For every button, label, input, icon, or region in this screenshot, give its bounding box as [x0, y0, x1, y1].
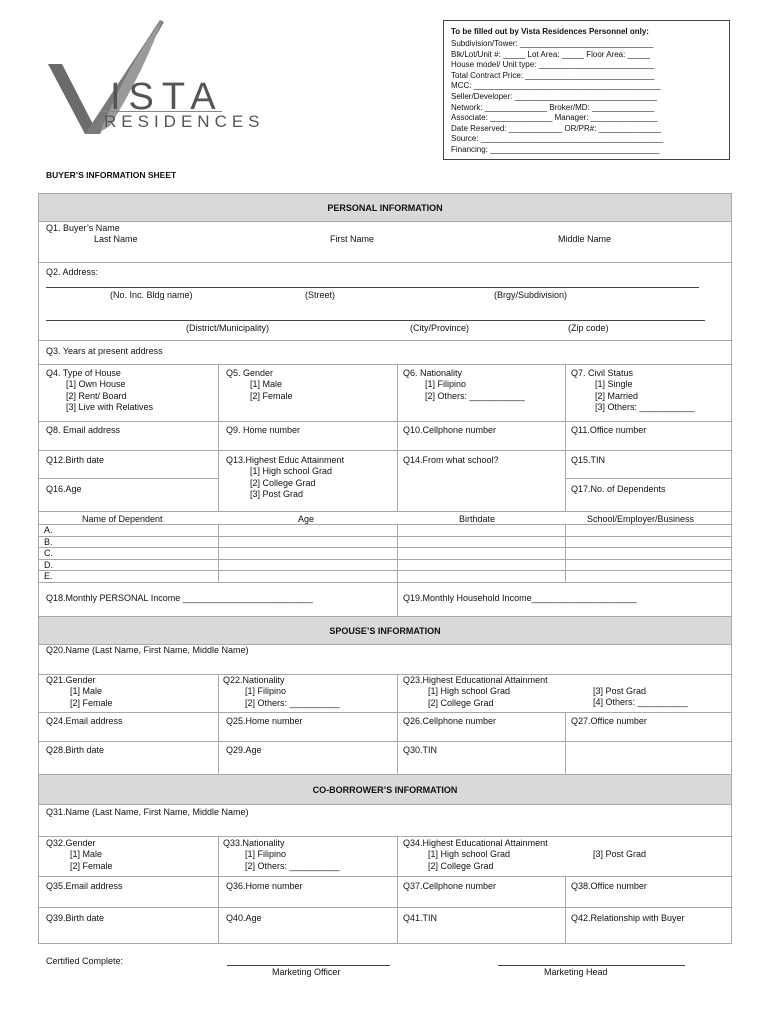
q23-opt4: [4] Others: __________	[593, 697, 688, 708]
last-name-label: Last Name	[94, 234, 138, 244]
q25-label[interactable]: Q25.Home number	[226, 716, 303, 726]
middle-name-label: Middle Name	[558, 234, 612, 244]
dep-header-age: Age	[298, 514, 315, 524]
q17-label[interactable]: Q17.No. of Dependents	[571, 484, 666, 494]
personnel-field-line[interactable]: Date Reserved: ____________ OR/PR#: ______________	[451, 123, 661, 133]
q36-label[interactable]: Q36.Home number	[226, 881, 303, 891]
q23-block[interactable]	[403, 675, 548, 709]
certified-complete-label: Certified Complete:	[46, 956, 124, 966]
personnel-field-line[interactable]: Subdivision/Tower: ______________________________	[451, 39, 654, 48]
q35-label[interactable]: Q35.Email address	[46, 881, 123, 891]
logo-word-residences: RESIDENCES	[104, 112, 265, 131]
q27-label[interactable]: Q27.Office number	[571, 716, 647, 726]
q32-label: Q32.Gender	[46, 838, 96, 848]
dependent-row[interactable]: C.	[44, 548, 53, 559]
q7-opt3: [3] Others: ___________	[595, 401, 695, 412]
q11-label[interactable]: Q11.Office number	[571, 425, 647, 435]
addr-street-label: (Street)	[305, 290, 336, 300]
q32-opt2: [2] Female	[70, 860, 113, 871]
q33-label: Q33.Nationality	[223, 838, 285, 848]
q28-label[interactable]: Q28.Birth date	[46, 745, 105, 755]
q4-opt2: [2] Rent/ Board	[66, 390, 127, 401]
sheet-title: BUYER’S INFORMATION SHEET	[46, 170, 177, 180]
q33-opt1: [1] Filipino	[245, 849, 287, 860]
q5-opt2: [2] Female	[250, 390, 293, 401]
q23-opt3: [3] Post Grad	[593, 686, 647, 696]
form-table	[38, 193, 732, 944]
dependent-row-divider	[38, 559, 732, 560]
q23-label: Q23.Highest Educational Attainment	[403, 675, 548, 685]
q4-label: Q4. Type of House	[46, 368, 121, 378]
dependent-row-divider	[38, 524, 732, 525]
q34-opt2: [2] College Grad	[428, 860, 494, 871]
q8-label[interactable]: Q8. Email address	[46, 425, 121, 435]
q20-label[interactable]: Q20.Name (Last Name, First Name, Middle Name)	[46, 645, 249, 655]
q29-label[interactable]: Q29.Age	[226, 745, 262, 755]
q5-block[interactable]	[226, 368, 293, 402]
q33-block[interactable]	[223, 838, 340, 872]
dep-header-birthdate: Birthdate	[459, 514, 496, 524]
logo-word-ista: ISTA	[110, 76, 224, 118]
q4-opt3: [3] Live with Relatives	[66, 401, 154, 412]
q1-label: Q1. Buyer’s Name	[46, 223, 120, 233]
q7-opt1: [1] Single	[595, 379, 633, 390]
q6-label: Q6. Nationality	[403, 368, 463, 378]
q4-opt1: [1] Own House	[66, 379, 126, 390]
personnel-field-line[interactable]: House model/ Unit type: __________________________	[451, 60, 655, 70]
q22-opt2: [2] Others: __________	[245, 697, 340, 708]
q6-block[interactable]	[403, 368, 525, 402]
q26-label[interactable]: Q26.Cellphone number	[403, 716, 497, 726]
marketing-officer-label: Marketing Officer	[272, 967, 341, 977]
q6-opt1: [1] Filipino	[425, 379, 467, 390]
addr-district-label: (District/Municipality)	[186, 323, 270, 333]
dependent-row[interactable]: A.	[44, 525, 53, 535]
q34-opt3: [3] Post Grad	[593, 849, 647, 859]
q34-opt1: [1] High school Grad	[428, 849, 511, 860]
q13-opt1: [1] High school Grad	[250, 466, 333, 477]
dependent-row-divider	[38, 536, 732, 537]
q5-label: Q5. Gender	[226, 368, 274, 378]
q14-label[interactable]: Q14.From what school?	[403, 455, 499, 465]
q42-label[interactable]: Q42.Relationship with Buyer	[571, 913, 685, 923]
q23-opt2: [2] College Grad	[428, 697, 494, 708]
q38-label[interactable]: Q38.Office number	[571, 881, 647, 891]
q7-opt2: [2] Married	[595, 390, 639, 401]
q39-label[interactable]: Q39.Birth date	[46, 913, 105, 923]
q22-block[interactable]	[223, 675, 340, 709]
address-line-2[interactable]	[46, 320, 705, 321]
q30-label[interactable]: Q30.TIN	[403, 745, 438, 755]
marketing-head-signature-line[interactable]	[498, 965, 685, 966]
dependent-row[interactable]: B.	[44, 536, 53, 547]
q22-opt1: [1] Filipino	[245, 686, 287, 697]
addr-bldg-label: (No. Inc. Bldg name)	[110, 290, 193, 300]
dep-header-name: Name of Dependent	[82, 514, 163, 524]
personnel-field-line[interactable]: Seller/Developer: ________________________________	[451, 92, 657, 101]
dependent-row-divider	[38, 570, 732, 571]
q13-opt3: [3] Post Grad	[250, 488, 304, 499]
q33-opt2: [2] Others: __________	[245, 860, 340, 871]
marketing-officer-signature-line[interactable]	[227, 965, 390, 966]
q21-label: Q21.Gender	[46, 675, 96, 685]
q12-label[interactable]: Q12.Birth date	[46, 455, 105, 465]
q7-block[interactable]	[571, 368, 695, 413]
addr-zip-label: (Zip code)	[568, 323, 609, 333]
personnel-field-line[interactable]: Total Contract Price: _____________________________	[451, 70, 655, 80]
personnel-field-line[interactable]: Financing: ______________________________________	[451, 145, 660, 154]
q22-label: Q22.Nationality	[223, 675, 285, 685]
personnel-field-line[interactable]: MCC: __________________________________________	[451, 81, 661, 91]
q41-label[interactable]: Q41.TIN	[403, 913, 438, 923]
q13-block[interactable]	[226, 455, 344, 500]
q13-opt2: [2] College Grad	[250, 477, 316, 488]
q21-opt1: [1] Male	[70, 686, 103, 697]
q16-label[interactable]: Q16.Age	[46, 484, 82, 494]
dependent-row[interactable]: E.	[44, 571, 53, 582]
q19-label[interactable]: Q19.Monthly Household Income_____________________	[403, 593, 637, 603]
q24-label[interactable]: Q24.Email address	[46, 716, 123, 726]
q34-block[interactable]	[403, 838, 548, 872]
personnel-field-line[interactable]: Network: ______________ Broker/MD: ______________	[451, 102, 655, 112]
spouse-info-header: SPOUSE’S INFORMATION	[38, 616, 732, 645]
q32-block[interactable]	[46, 838, 113, 872]
addr-city-label: (City/Province)	[410, 323, 470, 333]
q21-block[interactable]	[46, 675, 113, 709]
dependent-row-divider	[38, 547, 732, 548]
q7-label: Q7. Civil Status	[571, 368, 634, 378]
q9-label[interactable]: Q9. Home number	[226, 425, 301, 435]
q23-opt1: [1] High school Grad	[428, 686, 511, 697]
dependent-row[interactable]: D.	[44, 559, 53, 570]
q32-opt1: [1] Male	[70, 849, 103, 860]
q34-label: Q34.Highest Educational Attainment	[403, 838, 548, 848]
q5-opt1: [1] Male	[250, 379, 283, 390]
personnel-field-line[interactable]: Source: _________________________________________	[451, 134, 664, 144]
address-line-1[interactable]	[46, 287, 699, 288]
first-name-label: First Name	[330, 234, 375, 244]
addr-brgy-label: (Brgy/Subdivision)	[494, 290, 568, 300]
personnel-only-box	[443, 20, 730, 160]
dep-header-school: School/Employer/Business	[587, 514, 695, 524]
q13-label: Q13.Highest Educ Attainment	[226, 455, 345, 465]
q3-label: Q3. Years at present address	[46, 346, 163, 356]
marketing-head-label: Marketing Head	[544, 967, 608, 977]
personnel-field-line[interactable]: Associate: ______________ Manager: _______________	[451, 113, 658, 123]
q15-label[interactable]: Q15.TIN	[571, 455, 606, 465]
q37-label[interactable]: Q37.Cellphone number	[403, 881, 497, 891]
q21-opt2: [2] Female	[70, 697, 113, 708]
q40-label[interactable]: Q40.Age	[226, 913, 262, 923]
q18-label[interactable]: Q18.Monthly PERSONAL Income __________________________	[46, 593, 313, 603]
q4-block[interactable]	[46, 368, 153, 413]
q10-label[interactable]: Q10.Cellphone number	[403, 425, 497, 435]
q31-label[interactable]: Q31.Name (Last Name, First Name, Middle Name)	[46, 807, 249, 817]
q23-block-right	[593, 686, 688, 709]
q6-opt2: [2] Others: ___________	[425, 390, 525, 401]
q2-label: Q2. Address:	[46, 267, 99, 277]
personal-info-header: PERSONAL INFORMATION	[38, 193, 732, 222]
coborrower-info-header: CO-BORROWER’S INFORMATION	[38, 774, 732, 805]
personnel-field-line[interactable]: Blk/Lot/Unit #: _____ Lot Area: _____ Floor Area: _____	[451, 49, 650, 59]
personnel-box-title: To be filled out by Vista Residences Personnel only:	[451, 27, 649, 36]
